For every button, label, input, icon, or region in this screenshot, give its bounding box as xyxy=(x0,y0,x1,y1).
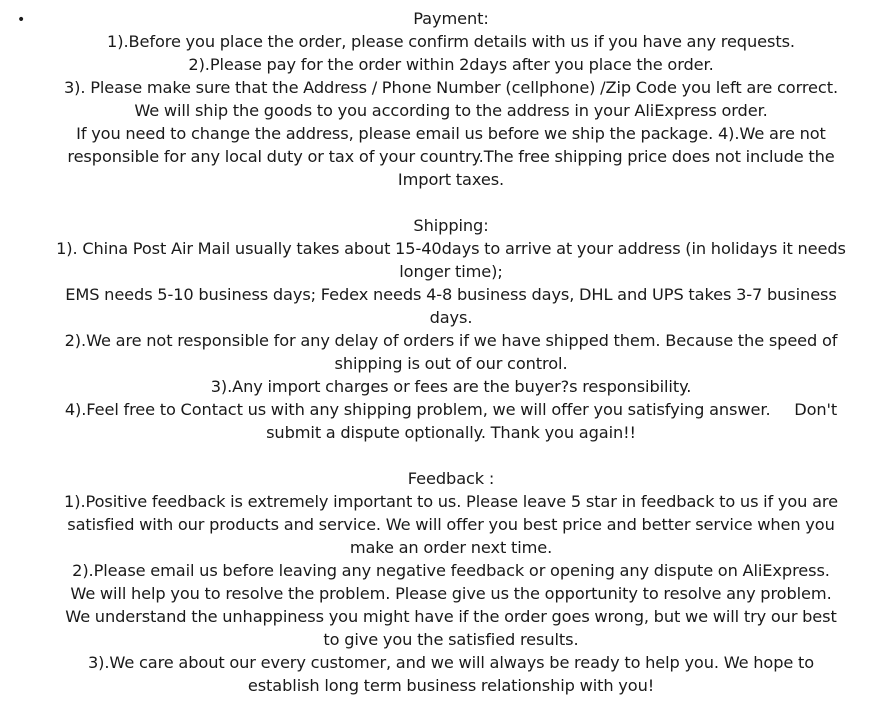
shipping-heading: Shipping: xyxy=(413,216,489,235)
feedback-line: We understand the unhappiness you might have if the order goes wrong, but we will try our best xyxy=(65,607,837,626)
payment-line: Import taxes. xyxy=(397,170,505,189)
shipping-line: 3).Any import charges or fees are the buyer?s responsibility. xyxy=(210,377,692,396)
shipping-line: 2).We are not responsible for any delay of orders if we have shipped them. Because the speed of xyxy=(64,331,838,350)
payment-line: 2).Please pay for the order within 2days after you place the order. xyxy=(188,55,714,74)
feedback-line: to give you the satisfied results. xyxy=(323,630,579,649)
payment-section xyxy=(4,7,886,191)
shipping-line: days. xyxy=(429,308,473,327)
feedback-line: satisfied with our products and service. We will offer you best price and better service when you xyxy=(67,515,835,534)
shipping-line: 1). China Post Air Mail usually takes about 15-40days to arrive at your address (in holidays it needs xyxy=(56,239,846,258)
feedback-line: We will help you to resolve the problem. Please give us the opportunity to resolve any problem. xyxy=(70,584,832,603)
payment-line: 1).Before you place the order, please confirm details with us if you have any requests. xyxy=(107,32,795,51)
shipping-line: shipping is out of our control. xyxy=(334,354,568,373)
feedback-line: make an order next time. xyxy=(349,538,553,557)
feedback-line: 2).Please email us before leaving any negative feedback or opening any dispute on AliExpress. xyxy=(72,561,830,580)
feedback-line: 3).We care about our every customer, and we will always be ready to help you. We hope to xyxy=(87,653,815,672)
payment-line: If you need to change the address, please email us before we ship the package. 4).We are not xyxy=(76,124,826,143)
shipping-line: longer time); xyxy=(399,262,503,281)
payment-line: 3). Please make sure that the Address / Phone Number (cellphone) /Zip Code you left are correct. xyxy=(63,78,838,97)
feedback-line: establish long term business relationship with you! xyxy=(247,676,655,695)
feedback-heading: Feedback : xyxy=(407,469,495,488)
policy-document xyxy=(4,7,886,697)
feedback-line: 1).Positive feedback is extremely important to us. Please leave 5 star in feedback to us if you are xyxy=(64,492,838,511)
payment-line: responsible for any local duty or tax of your country.The free shipping price does not include the xyxy=(67,147,835,166)
list-bullet: • xyxy=(17,12,26,28)
feedback-section xyxy=(4,467,886,697)
shipping-section xyxy=(4,214,886,444)
shipping-line: 4).Feel free to Contact us with any shipping problem, we will offer you satisfying answer. Don't xyxy=(64,400,838,419)
payment-heading: Payment: xyxy=(413,9,489,28)
shipping-line: EMS needs 5-10 business days; Fedex needs 4-8 business days, DHL and UPS takes 3-7 business xyxy=(65,285,837,304)
payment-line: We will ship the goods to you according to the address in your AliExpress order. xyxy=(134,101,768,120)
shipping-line: submit a dispute optionally. Thank you again!! xyxy=(266,423,636,442)
